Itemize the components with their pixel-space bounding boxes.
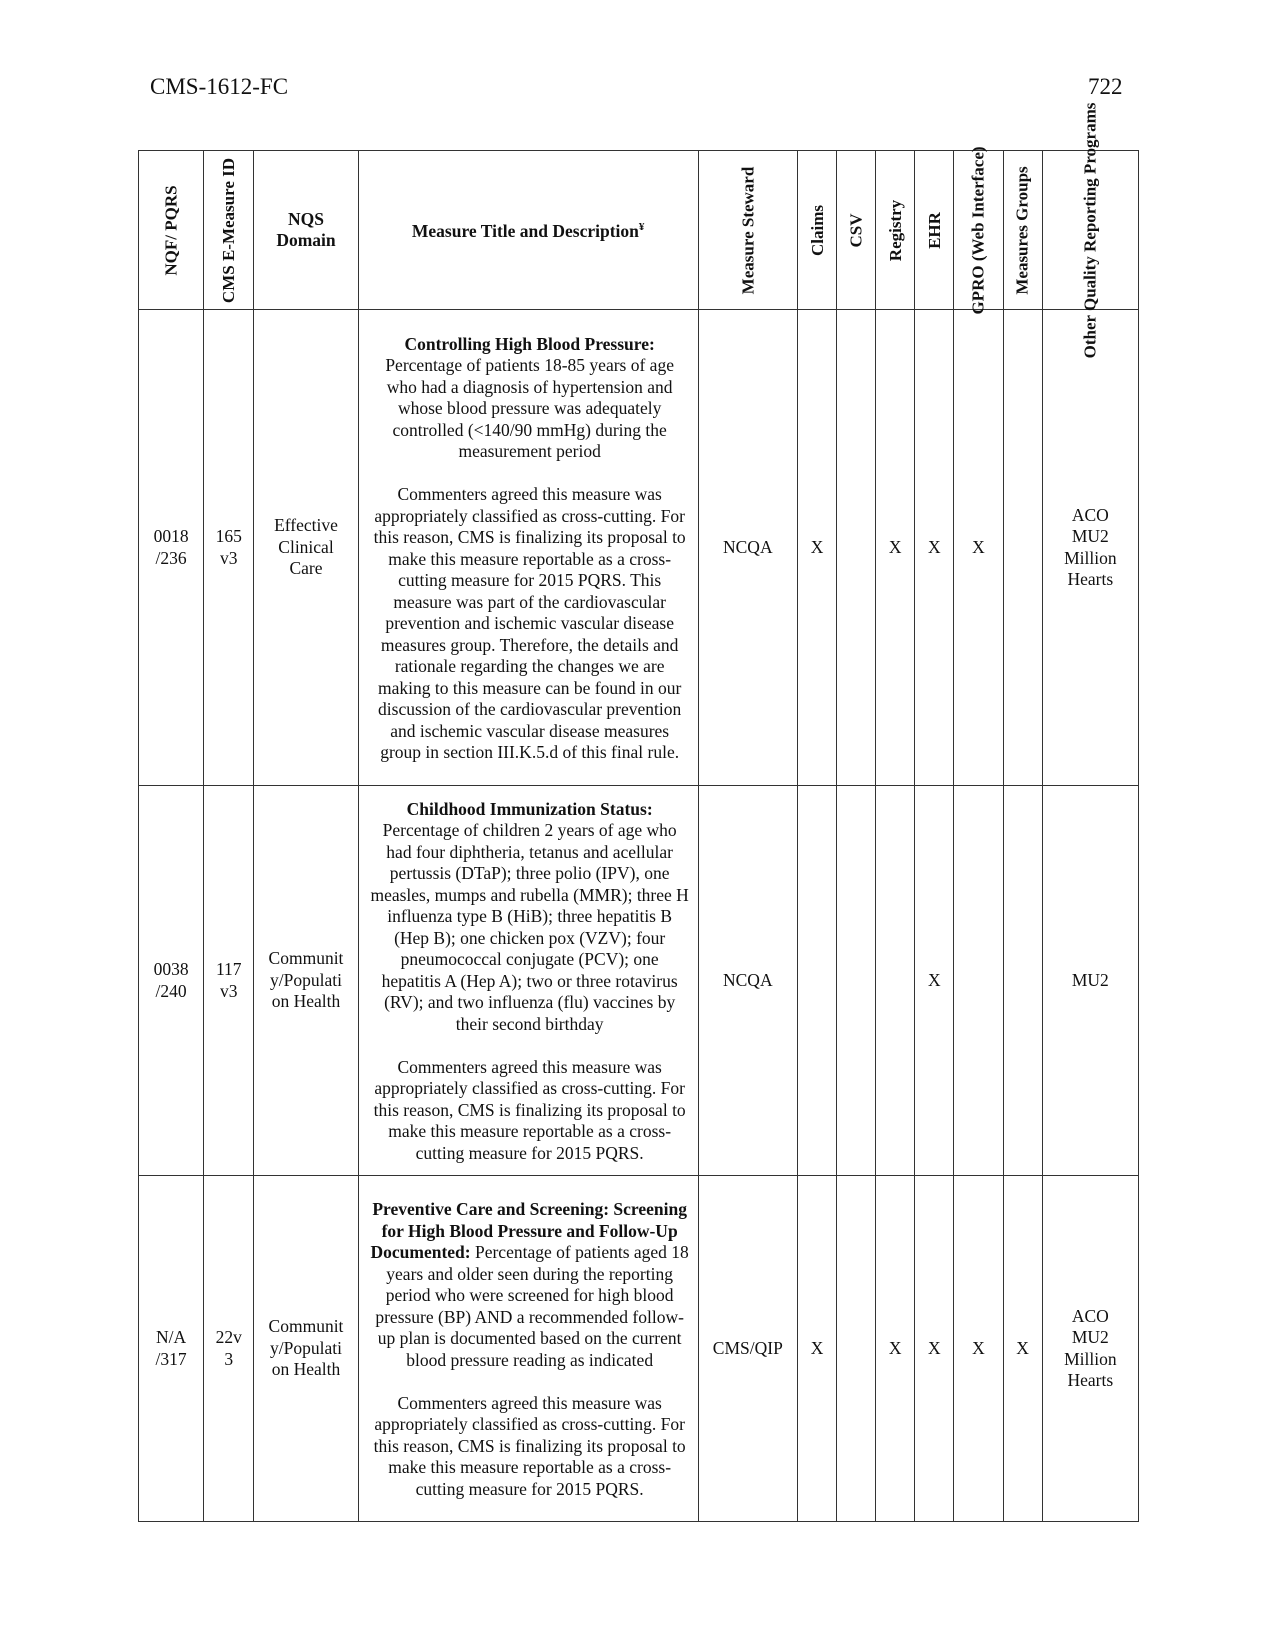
- measure-comment: Commenters agreed this measure was appropriately classified as cross-cutting. For this reason, CMS is finalizing its proposal to make this measure reportable as a cross-cutting measure for 2015 PQRS. This measure was part of the cardiovascular prevention and ischemic vascular disease measures group. Therefore, the details and rationale regarding the changes we are making to this measure can be found in our discussion of the cardiovascular prevention and ischemic vascular disease measures group in section III.K.5.d of this final rule.: [373, 484, 686, 762]
- measure-title: Controlling High Blood Pressure:: [404, 333, 655, 354]
- header-row: [139, 151, 1139, 310]
- groups-cell: [1003, 786, 1042, 1176]
- table-row: [139, 1176, 1139, 1522]
- measure-description: Percentage of patients aged 18 years and older seen during the reporting period who were screened for high blood pressure (BP) AND a recommended follow-up plan is documented based on the current blood pressure reading as indicated: [375, 1242, 689, 1370]
- measure-title: Preventive Care and Screening: Screening for High Blood Pressure and Follow-Up Documented:: [370, 1199, 687, 1262]
- domain-cell: Communit y/Populati on Health: [254, 1176, 358, 1522]
- cms-id-cell: 117 v3: [204, 786, 254, 1176]
- header-nqs-domain: NQS Domain: [254, 151, 358, 310]
- measure-comment: Commenters agreed this measure was appropriately classified as cross-cutting. For this reason, CMS is finalizing its proposal to make this measure reportable as a cross-cutting measure for 2015 PQRS.: [373, 1392, 686, 1499]
- header-csv: CSV: [837, 151, 876, 310]
- description-cell: [358, 786, 698, 1176]
- header-registry: Registry: [876, 151, 915, 310]
- description-cell: [358, 1176, 698, 1522]
- gpro-cell: [954, 786, 1003, 1176]
- ehr-cell: X: [915, 310, 954, 786]
- other-programs-cell: ACO MU2 Million Hearts: [1042, 1176, 1138, 1522]
- description-cell: [358, 310, 698, 786]
- header-gpro: GPRO (Web Interface): [954, 151, 1003, 310]
- header-cms: CMS E-Measure ID: [204, 151, 254, 310]
- registry-cell: X: [876, 310, 915, 786]
- cms-id-cell: 165 v3: [204, 310, 254, 786]
- table-row: [139, 786, 1139, 1176]
- header-measures-groups: Measures Groups: [1003, 151, 1042, 310]
- header-measure-title: Measure Title and Description¥: [358, 151, 698, 310]
- claims-cell: [797, 786, 836, 1176]
- header-nqf: NQF/ PQRS: [139, 151, 204, 310]
- csv-cell: [837, 1176, 876, 1522]
- table-row: [139, 310, 1139, 786]
- ehr-cell: X: [915, 1176, 954, 1522]
- steward-cell: NCQA: [698, 786, 797, 1176]
- gpro-cell: X: [954, 1176, 1003, 1522]
- measure-comment: Commenters agreed this measure was appropriately classified as cross-cutting. For this reason, CMS is finalizing its proposal to make this measure reportable as a cross-cutting measure for 2015 PQRS.: [373, 1056, 686, 1163]
- measure-title: Childhood Immunization Status:: [406, 798, 653, 819]
- document-id: CMS-1612-FC: [150, 74, 289, 99]
- header-steward: Measure Steward: [698, 151, 797, 310]
- ehr-cell: X: [915, 786, 954, 1176]
- nqf-cell: 0038 /240: [139, 786, 204, 1176]
- domain-cell: Communit y/Populati on Health: [254, 786, 358, 1176]
- page-number: 722: [1088, 74, 1123, 99]
- csv-cell: [837, 310, 876, 786]
- groups-cell: [1003, 310, 1042, 786]
- groups-cell: X: [1003, 1176, 1042, 1522]
- nqf-cell: 0018 /236: [139, 310, 204, 786]
- steward-cell: NCQA: [698, 310, 797, 786]
- other-programs-cell: MU2: [1042, 786, 1138, 1176]
- csv-cell: [837, 786, 876, 1176]
- domain-cell: Effective Clinical Care: [254, 310, 358, 786]
- nqf-cell: N/A /317: [139, 1176, 204, 1522]
- measure-description: Percentage of patients 18-85 years of age who had a diagnosis of hypertension and whose blood pressure was adequately controlled (<140/90 mmHg) during the measurement period: [385, 355, 674, 461]
- steward-cell: CMS/QIP: [698, 1176, 797, 1522]
- header-ehr: EHR: [915, 151, 954, 310]
- measures-table: [138, 102, 1139, 1522]
- header-claims: Claims: [797, 151, 836, 310]
- measure-description: Percentage of children 2 years of age who had four diphtheria, tetanus and acellular pertussis (DTaP); three polio (IPV), one measles, mumps and rubella (MMR); three H influenza type B (HiB); three hepatitis B (Hep B); one chicken pox (VZV); four pneumococcal conjugate (PCV); one hepatitis A (Hep A); two or three rotavirus (RV); and two influenza (flu) vaccines by their second birthday: [370, 820, 689, 1034]
- header-other-programs: Other Quality Reporting Programs: [1042, 151, 1138, 310]
- cms-id-cell: 22v 3: [204, 1176, 254, 1522]
- claims-cell: X: [797, 1176, 836, 1522]
- registry-cell: [876, 786, 915, 1176]
- gpro-cell: X: [954, 310, 1003, 786]
- registry-cell: X: [876, 1176, 915, 1522]
- claims-cell: X: [797, 310, 836, 786]
- other-programs-cell: ACO MU2 Million Hearts: [1042, 310, 1138, 786]
